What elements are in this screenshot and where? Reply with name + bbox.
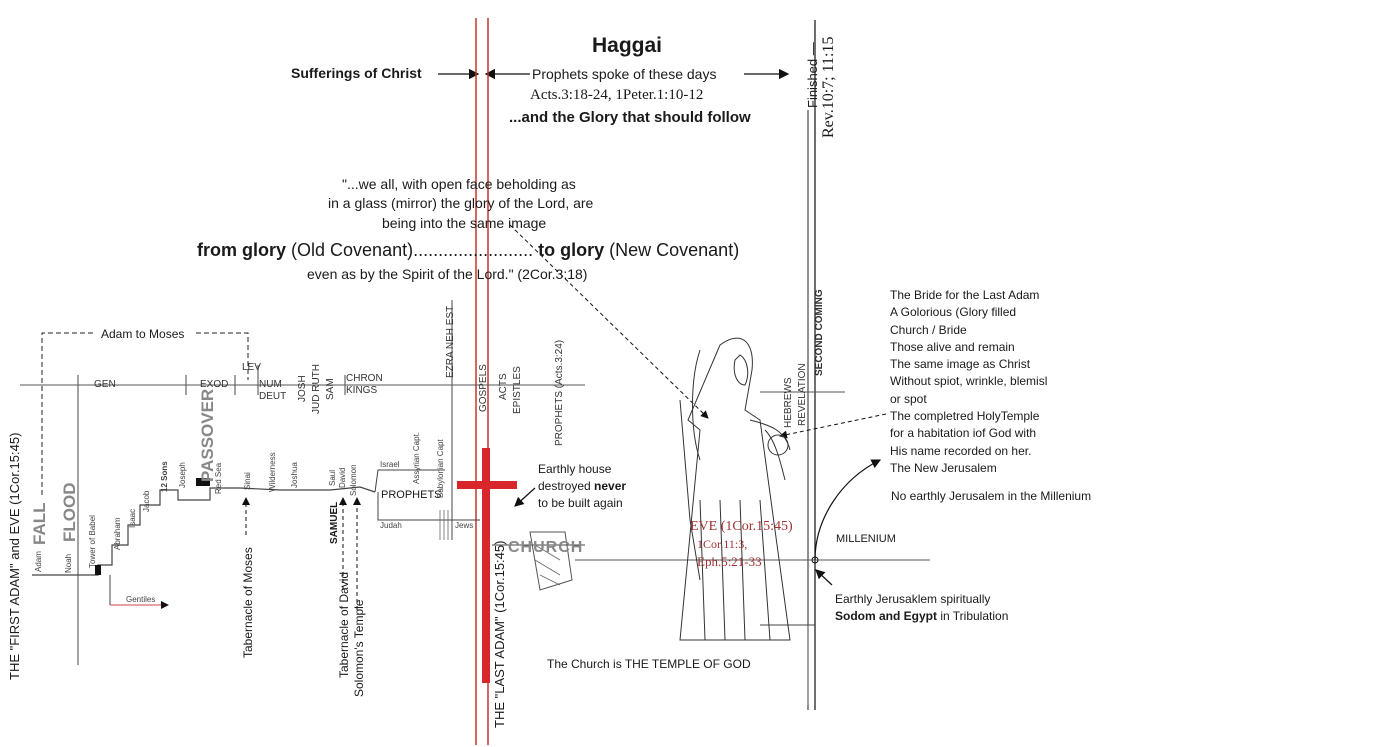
sufferings-label: Sufferings of Christ: [291, 65, 422, 81]
bride-figure: [680, 338, 790, 640]
hebrews-label: HEBREWS: [783, 377, 794, 428]
bride-line: Without spiot, wrinkle, blemisl: [890, 374, 1048, 389]
jacob-small: Jacob: [142, 490, 151, 512]
joshua-small: Joshua: [290, 462, 299, 488]
book-num: NUM: [259, 379, 282, 390]
prophets-label: Prophets spoke of these days: [532, 66, 717, 82]
history-staircase: [32, 487, 375, 575]
finished-label: Finished —: [805, 42, 820, 108]
wilderness-small: Wilderness: [268, 452, 277, 492]
book-deut: DEUT: [259, 391, 287, 402]
book-jud-ruth: JUD RUTH: [311, 364, 322, 414]
earthly-house-line3: to be built again: [538, 496, 623, 510]
second-coming-label: SECOND COMING: [814, 289, 825, 376]
eve-line3: Eph.5:21-33: [697, 554, 762, 569]
red-sea-small: Red Sea: [214, 462, 223, 494]
to-glory: to glory: [538, 240, 605, 260]
bride-line: The completred HolyTemple: [890, 409, 1040, 424]
book-acts: ACTS: [498, 373, 509, 400]
flood-label: FLOOD: [60, 482, 79, 542]
from-glory: from glory: [197, 240, 287, 260]
eve-line2: 1Cor.11:3,: [697, 537, 748, 551]
tribulation-text: in Tribulation: [937, 609, 1009, 623]
book-chron: CHRON: [346, 373, 383, 384]
book-gen: GEN: [94, 379, 116, 390]
isaac-small: Isaac: [128, 508, 137, 528]
sodom-egypt-line: [835, 609, 1008, 623]
fall-label: FALL: [30, 502, 49, 545]
adam-small: Adam: [34, 551, 43, 572]
glory-follow-label: ...and the Glory that should follow: [509, 109, 751, 126]
revelation-label: REVELATION: [797, 363, 808, 426]
solomon-small: Solomon: [349, 464, 358, 496]
destroyed-text: destroyed: [538, 479, 591, 493]
babel-small: Tower of Babel: [88, 515, 97, 568]
header-title: Haggai: [592, 34, 663, 57]
arrow-bride-label: [780, 414, 886, 436]
solomons-temple-label: Solomon's Temple: [352, 599, 366, 697]
first-adam-text: THE "FIRST ADAM" and EVE (1Cor.15:45): [7, 432, 22, 680]
bride-list: [890, 287, 1047, 477]
sodom-egypt-text: Sodom and Egypt: [835, 609, 937, 623]
bride-line: The same image as Christ: [890, 357, 1031, 372]
quote-line2: in a glass (mirror) the glory of the Lord, are: [328, 195, 594, 211]
bride-line: His name recorded on her.: [890, 443, 1032, 458]
book-kings: KINGS: [346, 385, 378, 396]
no-earthly-jerusalem: No earthly Jerusalem in the Millenium: [891, 489, 1092, 503]
book-exod: EXOD: [200, 379, 229, 390]
refs-label: Acts.3:18-24, 1Peter.1:10-12: [530, 87, 704, 103]
gentiles-label: Gentiles: [126, 595, 156, 604]
rev-label: Rev.10:7; 11:15: [820, 36, 837, 138]
eve-line1: EVE (1Cor.15:45): [690, 519, 793, 534]
earthly-house-line1: Earthly house: [538, 462, 612, 476]
old-covenant: (Old Covenant)........................: [291, 240, 534, 260]
adam-to-moses-label: Adam to Moses: [101, 327, 185, 341]
bride-line: for a habitation iof God with: [890, 426, 1037, 441]
bride-line: or spot: [890, 391, 927, 406]
last-adam-label: THE "LAST ADAM" (1Cor.15:45): [492, 540, 507, 728]
new-covenant: (New Covenant): [609, 240, 740, 260]
bride-line: Those alive and remain: [890, 339, 1015, 354]
bride-line: The New Jerusalem: [890, 460, 997, 475]
book-gospels: GOSPELS: [478, 364, 489, 412]
book-josh: JOSH: [297, 375, 308, 402]
church-temple-label: The Church is THE TEMPLE OF GOD: [547, 657, 751, 671]
bride-line: Church / Bride: [890, 322, 967, 337]
samuel-label: SAMUEL: [329, 501, 340, 544]
quote-line4: [197, 240, 739, 261]
earthly-jerusalem-label: Earthly Jerusaklem spiritually: [835, 592, 991, 606]
book-prophets-acts: PROPHETS (Acts.3:24): [554, 339, 565, 446]
assyrian-small: Assyrian Capt.: [412, 431, 421, 484]
book-epistles: EPISTLES: [512, 366, 523, 414]
sinai-small: Sinai: [243, 472, 252, 490]
book-sam: SAM: [325, 378, 336, 400]
cross-horizontal: [457, 481, 517, 489]
sons-small: 12 Sons: [160, 461, 169, 492]
tabernacle-moses-label: Tabernacle of Moses: [241, 547, 255, 658]
book-ezra: EZRA NEH EST: [445, 305, 456, 378]
never-text: never: [594, 479, 627, 493]
joseph-small: Joseph: [178, 462, 187, 488]
passover-label: PASSOVER: [198, 388, 217, 482]
david-small: David: [338, 467, 347, 488]
abraham-small: Abraham: [113, 517, 122, 550]
book-lev: LEV: [242, 362, 261, 373]
millenium-label: MILLENIUM: [836, 533, 896, 545]
quote-line1: "...we all, with open face beholding as: [342, 176, 576, 192]
judah-label: Judah: [380, 521, 402, 530]
prophets-era-label: PROPHETS: [381, 489, 442, 501]
bride-line: A Golorious (Glory filled: [890, 305, 1017, 320]
church-label: CHURCH: [508, 539, 584, 556]
first-adam-label: [7, 433, 22, 680]
saul-small: Saul: [328, 469, 337, 486]
noah-small: Noah: [64, 553, 73, 573]
israel-label: Israel: [380, 460, 400, 469]
bride-line: The Bride for the Last Adam: [890, 288, 1040, 302]
jews-label: Jews: [455, 521, 474, 530]
quote-line3: being into the same image: [382, 215, 547, 231]
tabernacle-david-label: Tabernacle of David: [337, 571, 351, 678]
earthly-house-line2: [538, 479, 626, 493]
babylonian-small: Babylonian Capt: [436, 439, 445, 498]
quote-line5: even as by the Spirit of the Lord." (2Cor.3:18): [307, 266, 588, 282]
